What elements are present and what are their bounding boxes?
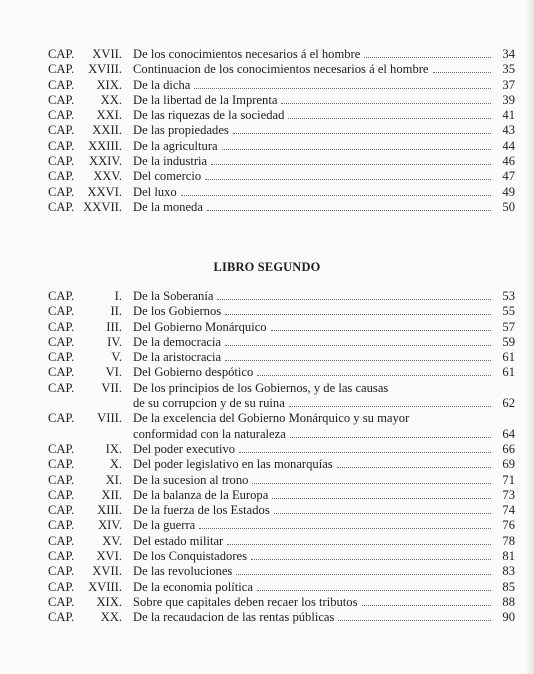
chapter-title-line: Del poder legislativo en las monarquías (133, 457, 333, 472)
chapter-label: CAP. (48, 365, 75, 380)
chapter-title (133, 473, 483, 488)
chapter-title-line: De la excelencia del Gobierno Monárquico y su mayor (133, 411, 410, 426)
page-number: 37 (502, 77, 515, 92)
toc-entry (0, 365, 534, 380)
dot-leader (194, 88, 491, 89)
dot-leader (227, 544, 491, 545)
toc-entry (0, 108, 534, 123)
page-number: 43 (502, 123, 515, 138)
chapter-title-line: De los principios de los Gobiernos, y de las causas (133, 380, 389, 395)
page-number: 41 (502, 108, 515, 123)
chapter-number: XX. (100, 610, 122, 625)
page-number: 71 (502, 472, 515, 487)
dot-leader (338, 620, 491, 621)
chapter-title (133, 518, 483, 533)
dot-leader (281, 103, 491, 104)
page-number: 61 (502, 365, 515, 380)
table-of-contents-part-1 (0, 47, 534, 215)
chapter-label: CAP. (48, 457, 75, 472)
toc-entry (0, 503, 534, 518)
chapter-title (133, 108, 483, 123)
chapter-title (133, 534, 483, 549)
chapter-title-line: De la recaudacion de las rentas públicas (133, 610, 335, 625)
toc-entry (0, 320, 534, 335)
chapter-title-line: De la aristocracia (133, 350, 222, 365)
chapter-title (133, 610, 483, 625)
dot-leader (362, 605, 491, 606)
dot-leader (239, 452, 491, 453)
toc-entry (0, 549, 534, 564)
chapter-label: CAP. (48, 304, 75, 319)
toc-entry (0, 534, 534, 549)
chapter-title (133, 503, 483, 518)
chapter-title-line: De la libertad de la Imprenta (133, 92, 278, 107)
chapter-title (133, 488, 483, 503)
page-edge-shadow (525, 0, 534, 674)
chapter-label: CAP. (48, 154, 75, 169)
dot-leader (222, 149, 491, 150)
toc-entry (0, 610, 534, 625)
chapter-number: XIX. (96, 594, 122, 609)
chapter-number: VI. (105, 365, 122, 380)
dot-leader (337, 467, 491, 468)
chapter-label: CAP. (48, 169, 75, 184)
page-number: 66 (502, 441, 515, 456)
chapter-title-line: De los Conquistadores (133, 549, 248, 564)
chapter-number: II. (110, 304, 122, 319)
toc-entry (0, 185, 534, 200)
chapter-title-line: De la balanza de la Europa (133, 487, 269, 502)
chapter-label: CAP. (48, 441, 75, 456)
chapter-title (133, 304, 483, 319)
page-number: 64 (502, 426, 515, 441)
toc-entry (0, 47, 534, 62)
dot-leader (289, 406, 491, 407)
chapter-title (133, 320, 483, 335)
toc-entry (0, 200, 534, 215)
page-number: 76 (502, 518, 515, 533)
toc-entry (0, 350, 534, 365)
chapter-title-line: De la sucesion al trono (133, 472, 249, 487)
chapter-number: IV. (107, 334, 122, 349)
page-number: 49 (502, 184, 515, 199)
page-number: 53 (502, 289, 515, 303)
dot-leader (199, 528, 491, 529)
chapter-label: CAP. (48, 289, 75, 303)
dot-leader (233, 133, 491, 134)
toc-entry (0, 304, 534, 319)
chapter-number: I. (114, 289, 122, 303)
dot-leader (211, 164, 491, 165)
chapter-label: CAP. (48, 564, 75, 579)
chapter-label: CAP. (48, 138, 75, 153)
chapter-number: XXVII. (83, 199, 122, 214)
chapter-label: CAP. (48, 319, 75, 334)
page-number: 90 (502, 610, 515, 625)
chapter-number: VIII. (97, 411, 122, 426)
chapter-title (133, 62, 483, 77)
chapter-title-line: de su corrupcion y de su ruina (133, 396, 285, 411)
chapter-title (133, 335, 483, 350)
toc-entry (0, 580, 534, 595)
dot-leader (433, 72, 491, 73)
chapter-number: XXV. (93, 169, 122, 184)
chapter-number: XI. (105, 472, 122, 487)
dot-leader (205, 179, 491, 180)
chapter-number: V. (111, 350, 122, 365)
chapter-label: CAP. (48, 579, 75, 594)
chapter-label: CAP. (48, 350, 75, 365)
page-number: 69 (502, 457, 515, 472)
dot-leader (251, 559, 491, 560)
chapter-label: CAP. (48, 334, 75, 349)
chapter-label: CAP. (48, 411, 75, 426)
chapter-title-line: De la moneda (133, 199, 203, 214)
chapter-number: XVI. (96, 549, 122, 564)
chapter-title-line: De la dicha (133, 77, 191, 92)
page-number: 78 (502, 533, 515, 548)
page-number: 61 (502, 350, 515, 365)
chapter-title (133, 442, 483, 457)
chapter-title (133, 595, 483, 610)
toc-entry (0, 62, 534, 77)
chapter-title-line: Del estado militar (133, 533, 224, 548)
dot-leader (257, 375, 491, 376)
chapter-label: CAP. (48, 610, 75, 625)
page-number: 83 (502, 564, 515, 579)
page-number: 46 (502, 154, 515, 169)
chapter-label: CAP. (48, 62, 75, 77)
chapter-number: XXVI. (87, 184, 122, 199)
chapter-label: CAP. (48, 487, 75, 502)
chapter-label: CAP. (48, 472, 75, 487)
chapter-title (133, 123, 483, 138)
chapter-title-line: Del poder executivo (133, 441, 236, 456)
chapter-number: III. (106, 319, 122, 334)
table-of-contents-part-2 (0, 289, 534, 626)
chapter-number: XXIV. (88, 154, 122, 169)
toc-entry (0, 564, 534, 579)
chapter-title (133, 169, 483, 184)
toc-entry (0, 488, 534, 503)
chapter-title-line: Continuacion de los conocimientos necesarios á el hombre (133, 62, 429, 77)
chapter-number: XIII. (97, 503, 122, 518)
page-number: 34 (502, 47, 515, 61)
chapter-title-line: Del comercio (133, 169, 202, 184)
dot-leader (271, 330, 491, 331)
chapter-number: XXIII. (88, 138, 122, 153)
chapter-label: CAP. (48, 533, 75, 548)
dot-leader (257, 590, 491, 591)
chapter-title (133, 564, 483, 579)
chapter-number: XIX. (96, 77, 122, 92)
toc-entry (0, 411, 534, 442)
toc-entry (0, 473, 534, 488)
chapter-title (133, 350, 483, 365)
dot-leader (225, 345, 491, 346)
chapter-label: CAP. (48, 123, 75, 138)
toc-entry (0, 139, 534, 154)
chapter-title-line: De la fuerza de los Estados (133, 503, 270, 518)
page-number: 44 (502, 138, 515, 153)
chapter-title-line: De las propiedades (133, 123, 229, 138)
chapter-number: VII. (101, 380, 122, 395)
page-number: 73 (502, 487, 515, 502)
dot-leader (217, 299, 491, 300)
toc-entry (0, 123, 534, 138)
dot-leader (290, 437, 491, 438)
chapter-title (133, 365, 483, 380)
dot-leader (181, 195, 491, 196)
chapter-number: XIV. (98, 518, 122, 533)
chapter-title-line: De la guerra (133, 518, 196, 533)
page-number: 50 (502, 199, 515, 214)
chapter-title (133, 47, 483, 62)
chapter-title-line: De los conocimientos necesarios á el hombre (133, 47, 361, 61)
chapter-label: CAP. (48, 92, 75, 107)
chapter-title-line: Sobre que capitales deben recaer los tributos (133, 594, 358, 609)
page-number: 47 (502, 169, 515, 184)
chapter-title (133, 289, 483, 304)
toc-entry (0, 595, 534, 610)
section-heading: LIBRO SEGUNDO (213, 260, 321, 274)
chapter-title-line: De la democracia (133, 334, 222, 349)
chapter-label: CAP. (48, 594, 75, 609)
dot-leader (236, 574, 491, 575)
chapter-number: XVII. (92, 47, 122, 61)
toc-entry (0, 518, 534, 533)
page-number: 59 (502, 334, 515, 349)
chapter-title (133, 457, 483, 472)
chapter-label: CAP. (48, 47, 75, 61)
chapter-title (133, 93, 483, 108)
chapter-title (133, 154, 483, 169)
dot-leader (207, 210, 491, 211)
toc-entry (0, 335, 534, 350)
toc-entry (0, 169, 534, 184)
toc-entry (0, 78, 534, 93)
chapter-label: CAP. (48, 199, 75, 214)
chapter-number: XVIII. (88, 62, 122, 77)
dot-leader (252, 483, 491, 484)
dot-leader (225, 360, 491, 361)
chapter-label: CAP. (48, 503, 75, 518)
page-number: 81 (502, 549, 515, 564)
dot-leader (272, 498, 491, 499)
page-number: 35 (502, 62, 515, 77)
chapter-label: CAP. (48, 380, 75, 395)
chapter-number: IX. (105, 441, 122, 456)
dot-leader (364, 57, 491, 58)
chapter-title-line: Del Gobierno despótico (133, 365, 254, 380)
chapter-number: X. (109, 457, 122, 472)
chapter-number: XXI. (96, 108, 122, 123)
chapter-title-line: Del luxo (133, 184, 177, 199)
chapter-title-line: De la industria (133, 154, 208, 169)
toc-entry (0, 289, 534, 304)
chapter-title-line: De las riquezas de la sociedad (133, 108, 285, 123)
toc-entry (0, 93, 534, 108)
chapter-title-line: De la Soberanía (133, 289, 214, 303)
chapter-title (133, 78, 483, 93)
chapter-title-line: conformidad con la naturaleza (133, 426, 286, 441)
chapter-number: XVIII. (88, 579, 122, 594)
chapter-title (133, 549, 483, 564)
chapter-title (133, 200, 483, 215)
chapter-number: XII. (101, 487, 122, 502)
chapter-label: CAP. (48, 518, 75, 533)
toc-entry (0, 457, 534, 472)
toc-entry (0, 381, 534, 412)
chapter-label: CAP. (48, 549, 75, 564)
page-number: 88 (502, 594, 515, 609)
chapter-title-line: De la agricultura (133, 138, 218, 153)
dot-leader (225, 314, 491, 315)
chapter-title (133, 580, 483, 595)
chapter-title-line: De los Gobiernos (133, 304, 222, 319)
chapter-label: CAP. (48, 108, 75, 123)
chapter-title (133, 185, 483, 200)
page-number: 85 (502, 579, 515, 594)
page-number: 62 (502, 396, 515, 411)
chapter-label: CAP. (48, 184, 75, 199)
chapter-number: XX. (100, 92, 122, 107)
chapter-title (133, 139, 483, 154)
chapter-number: XVII. (92, 564, 122, 579)
chapter-label: CAP. (48, 77, 75, 92)
chapter-title-line: De las revoluciones (133, 564, 233, 579)
page-number: 55 (502, 304, 515, 319)
chapter-number: XXII. (92, 123, 122, 138)
dot-leader (288, 118, 491, 119)
page-number: 39 (502, 92, 515, 107)
chapter-title-line: Del Gobierno Monárquico (133, 319, 267, 334)
chapter-title-line: De la economia política (133, 579, 253, 594)
page-number: 74 (502, 503, 515, 518)
toc-entry (0, 154, 534, 169)
toc-entry (0, 442, 534, 457)
page-number: 57 (502, 319, 515, 334)
dot-leader (274, 513, 491, 514)
chapter-number: XV. (102, 533, 122, 548)
